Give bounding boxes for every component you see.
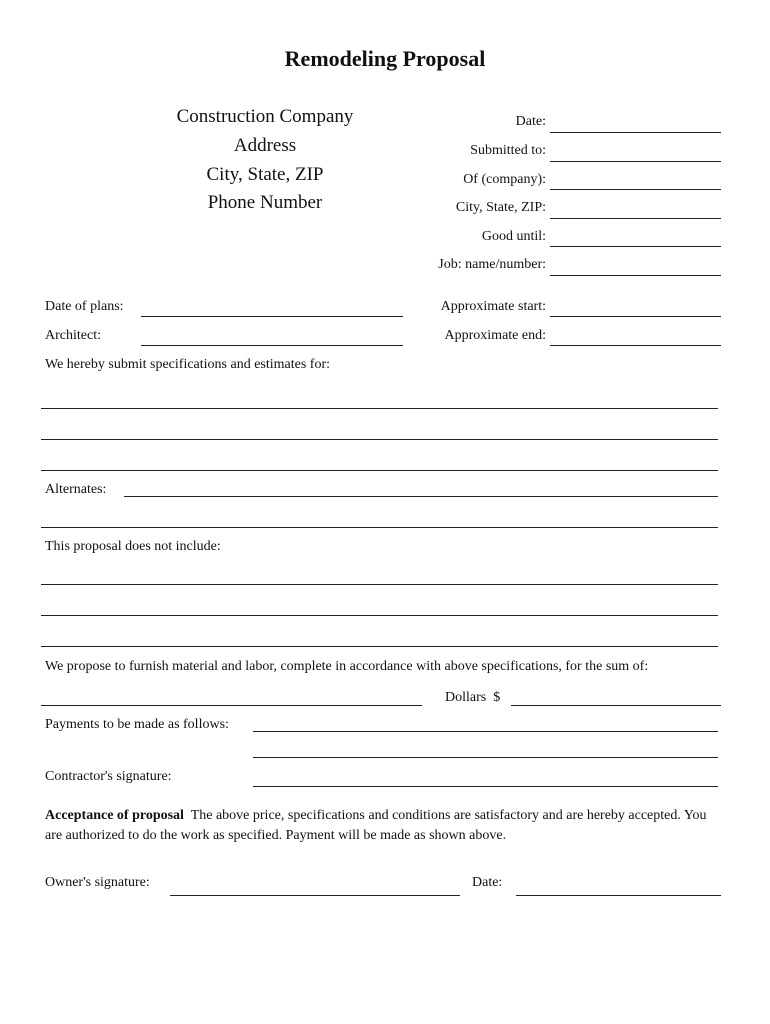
not-include-line-1[interactable] xyxy=(41,584,718,585)
date-of-plans-field[interactable] xyxy=(141,316,403,317)
not-include-label: This proposal does not include: xyxy=(45,539,221,554)
date-label: Date: xyxy=(515,114,546,129)
job-name-number-label: Job: name/number: xyxy=(438,257,546,272)
acceptance-text: The above price, specifications and conditions are satisfactory and are hereby accepted. You are authorized to do the work as specified. Payment will be made as shown above. xyxy=(45,808,707,843)
owner-date-label: Date: xyxy=(472,875,503,890)
date-field[interactable] xyxy=(550,132,721,133)
company-name: Construction Company xyxy=(176,106,354,127)
payments-label: Payments to be made as follows: xyxy=(45,717,229,732)
company-city-state-zip: City, State, ZIP xyxy=(206,164,324,185)
payments-line-1[interactable] xyxy=(253,731,718,732)
owner-signature-field[interactable] xyxy=(170,895,460,896)
specs-line-3[interactable] xyxy=(41,470,718,471)
of-company-field[interactable] xyxy=(550,189,721,190)
payments-line-2[interactable] xyxy=(253,757,718,758)
not-include-line-2[interactable] xyxy=(41,615,718,616)
acceptance-heading: Acceptance of proposal xyxy=(45,808,184,823)
company-address: Address xyxy=(233,135,297,156)
acceptance-paragraph xyxy=(45,806,725,846)
sum-words-field[interactable] xyxy=(41,705,422,706)
specs-label: We hereby submit specifications and estimates for: xyxy=(45,357,331,372)
dollars-label: Dollars $ xyxy=(445,690,501,705)
job-name-number-field[interactable] xyxy=(550,275,721,276)
date-of-plans-label: Date of plans: xyxy=(45,299,124,314)
approx-end-label: Approximate end: xyxy=(444,328,546,343)
architect-label: Architect: xyxy=(45,328,101,343)
not-include-line-3[interactable] xyxy=(41,646,718,647)
alternates-line-2[interactable] xyxy=(41,527,718,528)
submitted-to-label: Submitted to: xyxy=(470,143,546,158)
approx-start-label: Approximate start: xyxy=(440,299,546,314)
alternates-line-1[interactable] xyxy=(124,496,718,497)
form-title: Remodeling Proposal xyxy=(284,46,486,71)
propose-text: We propose to furnish material and labor, complete in accordance with above specifications, for the sum of: xyxy=(45,659,649,674)
owner-signature-label: Owner's signature: xyxy=(45,875,150,890)
of-company-label: Of (company): xyxy=(463,172,546,187)
alternates-label: Alternates: xyxy=(45,482,107,497)
contractor-signature-field[interactable] xyxy=(253,786,718,787)
owner-date-field[interactable] xyxy=(516,895,721,896)
specs-line-2[interactable] xyxy=(41,439,718,440)
dollars-amount-field[interactable] xyxy=(511,705,721,706)
client-city-state-zip-field[interactable] xyxy=(550,218,721,219)
approx-start-field[interactable] xyxy=(550,316,721,317)
client-city-state-zip-label: City, State, ZIP: xyxy=(455,200,546,215)
approx-end-field[interactable] xyxy=(550,345,721,346)
good-until-field[interactable] xyxy=(550,246,721,247)
submitted-to-field[interactable] xyxy=(550,161,721,162)
contractor-signature-label: Contractor's signature: xyxy=(45,769,172,784)
specs-line-1[interactable] xyxy=(41,408,718,409)
good-until-label: Good until: xyxy=(481,229,546,244)
company-phone: Phone Number xyxy=(207,192,323,213)
architect-field[interactable] xyxy=(141,345,403,346)
